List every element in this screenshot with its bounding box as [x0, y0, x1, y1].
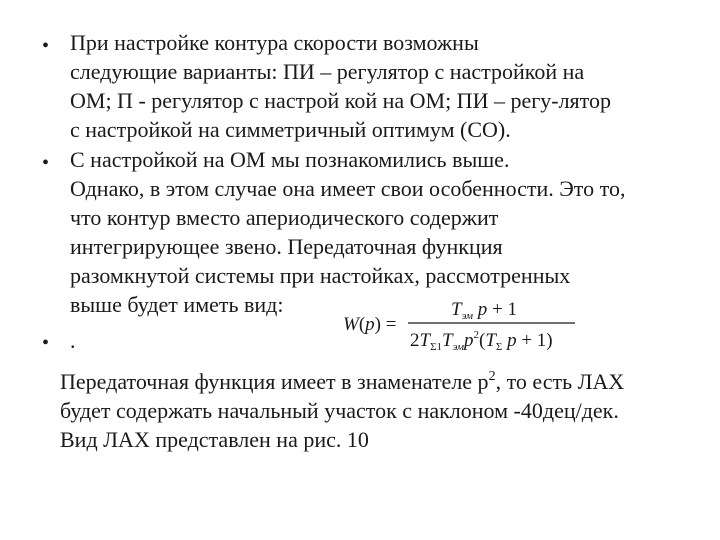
bullet-1: •: [42, 35, 50, 57]
bullet-3: •: [42, 332, 50, 354]
bullet-2: •: [42, 152, 50, 174]
conclusion-text-part1: Передаточная функция имеет в знаменателе р: [60, 369, 489, 394]
paragraph-3: .: [70, 328, 76, 353]
svg-text:W(p) =: W(p) =: [343, 314, 397, 335]
power-superscript: 2: [488, 369, 496, 384]
conclusion-paragraph: [60, 367, 700, 454]
paragraph-2: С настройкой на ОМ мы познакомились выше. Однако, в этом случае она имеет свои особенности. Это то, что контур вместо апериодического содержит интегрирующее звено. Передаточная функция разомкнутой системы при настойках, рассмотренных выше будет иметь вид:: [70, 147, 626, 317]
svg-text:2TΣ1Tэмp2(TΣ p + 1): $2T_{\Sigma 1}T_{эм}p^2(T_\Sigma$ p + 1): [410, 329, 553, 353]
paragraph-1: При настройке контура скорости возможны следующие варианты: ПИ – регулятор с настройкой на ОМ; П - регулятор с настрой кой на ОМ; ПИ – регу-лятор с настройкой на симметричный оптимум (СО).: [70, 30, 611, 142]
svg-text:Tэм p + 1: $T_{эм}$ p + 1: [451, 299, 517, 322]
conclusion-text-part2: , то есть ЛАХ будет содержать начальный участок с наклоном -40дец/дек. Вид ЛАХ представлен на рис. 10: [60, 369, 625, 452]
transfer-function-formula: [343, 290, 583, 358]
